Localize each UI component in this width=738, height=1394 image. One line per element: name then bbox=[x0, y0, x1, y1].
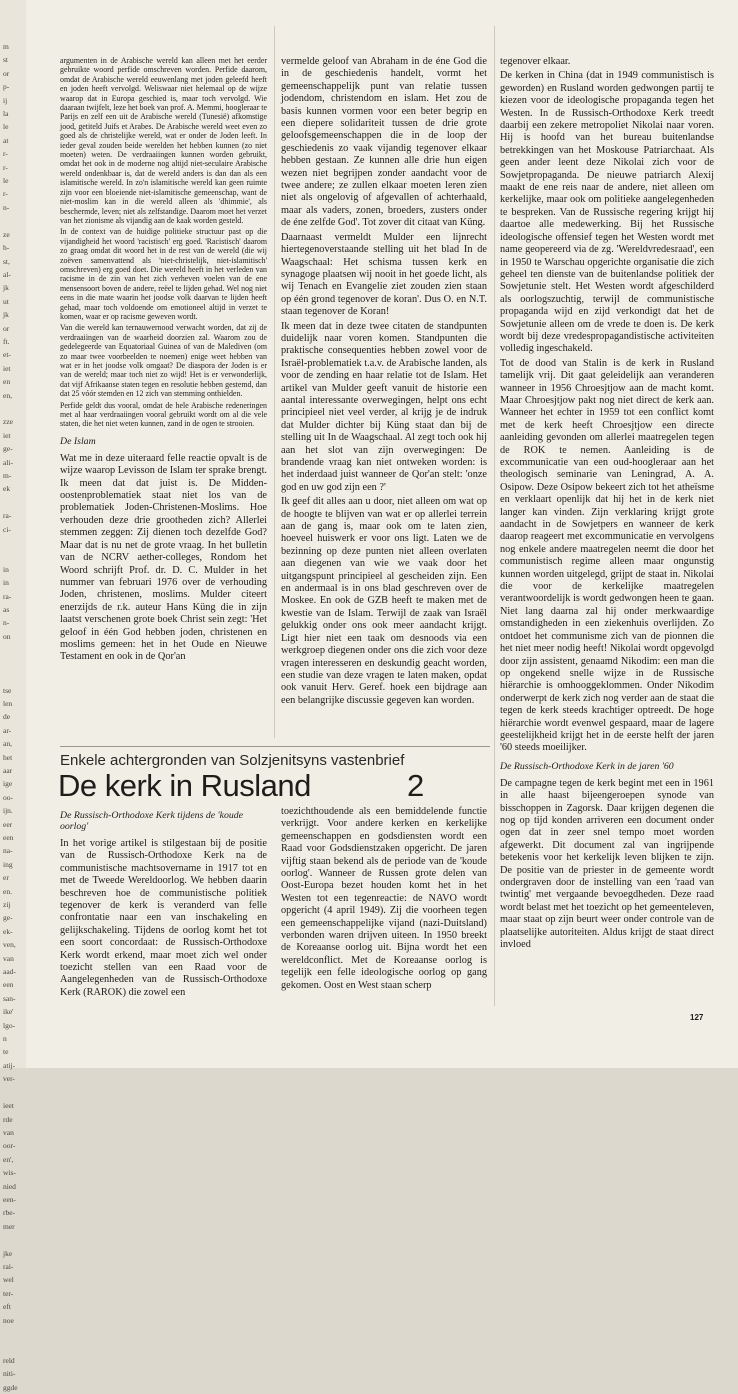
article-column-1-bottom bbox=[60, 808, 267, 1008]
adjacent-page-text: m st or p- ij la le at r- r- le r- n- ze h- st, al- jk ut jk or ft. et- iet en en, zze iet ge- ali- m- ek ra- ci- in in ra- as n- on tse len de ar- an, het aar ige oo- ijn. eer een na- ing er en. zij ge- ek- ven, van aad- een san- ike' lgo- n te atij- ver- ieet rde van oor- en', wis- nied een- rbe- mer jke rai- wel ter- eft noe reld niti- ggde bbox=[3, 42, 18, 1392]
paragraph: vermelde geloof van Abraham in de éne God die in de geschiedenis handelt, vormt het gemeenschappelijk punt van relatie tussen jodendom, christendom en islam. Het zou de basis kunnen vormen voor een beter begrip en een diepere solidariteit tussen de drie grote geloofsgemeenschappen die in de loop der geschiedenis zo vaak vijandig tegenover elkaar hebben gestaan. Ze kunnen alle drie hun eigen wezen niet begrijpen zonder aandacht voor de twee andere; ze zullen elkaar moeten leren zien niet als ongelovig of afgevallen of achterhaald, maar als vaders, zonen, broeders, zusters onder de éne zelfde God'. Tot zover dit citaat van Küng. bbox=[281, 56, 487, 229]
section-subhead-koude-oorlog: De Russisch-Orthodoxe Kerk tijdens de 'koude oorlog' bbox=[60, 810, 244, 832]
paragraph: Perfide geldt dus vooral, omdat de hele Arabische redeneringen met al haar verdraaiingen vooral gebruikt wordt om al die vele staten, die het niet weten kunnen, zand in de ogen te strooien. bbox=[60, 400, 267, 429]
adjacent-page-edge bbox=[0, 0, 26, 1392]
paragraph: Ik geef dit alles aan u door, niet alleen om wat op de hoogte te blijven van wat er op allerlei terrein aan de gang is, maar ook om te laten zien, hoeveel huiswerk er voor ons ligt. Laten we de bezinning op deze punten niet alleen overlaten aan diegenen van wie we vaak door het uitgangspunt principieel al gescheiden zijn. Een en andermaal is in ons blad geschreven over de Moskee. En ook de GZB heeft te maken met de kwestie van de Islam. Terwijl de zaak van Israël gelukkig onder ons ook meer aandacht krijgt. Ligt hier niet een taak om desnoods via een werkgroep diegenen onder ons die zich voor deze vragen interesseren en deskundig geacht worden, een studie van deze vragen te laten maken, opdat ook vanuit Herv. Geref. hoek een bijdrage aan een belangrijke discussie gegeven kan worden. bbox=[281, 496, 487, 706]
paragraph: toezichthoudende als een bemiddelende functie verkrijgt. Voor andere kerken en kerkelijke gemeenschappen en godsdiensten wordt een Raad voor Godsdienstzaken opgericht. De jaren vijftig staan bekend als de periode van de 'koude oorlog'. Wanneer de Russen grote delen van Oost-Europa bezet houden komt het in het Westen tot een tegenreactie: de NAVO wordt opgericht (4 april 1949). Zij die voorheen tegen een gemeenschappelijke vijand (nazi-Duitsland) verbonden waren drijven uiteen. In 1950 breekt de Koreaanse oorlog uit. Bijna wordt het een wereldconflict. Met de Koreaanse oorlog is tegelijk een felle ideologische oorlog op gang gekomen. Oost en West staan scherp bbox=[281, 806, 487, 991]
section-subhead-jaren-60: De Russisch-Orthodoxe Kerk in de jaren '60 bbox=[500, 760, 674, 772]
paragraph: De kerken in China (dat in 1949 communistisch is geworden) en Rusland worden gedwongen partij te kiezen voor de ideologische propaganda tegen het Westen. In de Russisch-Orthodoxe Kerk treedt daarbij een zekere metropoliet Nikolai naar voren. Hij is hoofd van het bureau buitenlandse betrekkingen van het Moskouse Patriarchaat. Als geen ander leent deze Nikolai zich voor de Sowjetpropaganda. De nieuwe patriarch Alexij maakt de ene reis naar de andere, niet alleen om kerkelijke, maar ook om politieke aangelegenheden te bespreken. Van de Russische regering krijgt hij daartoe alle medewerking. Bij het Russische ideologische offensief tegen het Westen wordt met name geopereerd via de zg. 'Wereldvredesraad', een in 1950 te Warschau opgerichte organisatie die zich geheel ten dienste van de buitenlandse politiek der Sowjetunie stelt. Het Westen wordt afgeschilderd als oorlogszuchtig, terwijl de communistische propaganda wijd en zijd verkondigt dat het de Sowjetunie alleen om de vrede te doen is. De kerk wordt bij deze vredespropagandistische activiteiten volledig ingeschakeld. bbox=[500, 70, 714, 355]
section-subhead-islam: De Islam bbox=[60, 435, 96, 447]
article-column-3 bbox=[500, 56, 714, 1008]
paragraph: De campagne tegen de kerk begint met een in 1961 in alle haast bijeengeroepen synode van bisschoppen in Zagorsk. Daar krijgen degenen die nog op tijd konden arriveren een document onder ogen dat in zeer snel tempo moet worden afgewerkt. Dit document zal van ingrijpende betekenis voor het kerkelijk leven blijken te zijn. De positie van de priester in de gemeente wordt ondergraven door de instelling van een 'raad van twintig' met vergaande bevoegdheden. Deze raad wordt belast met het toezicht op het gemeenteleven, maar staat op zijn beurt weer onder controle van de plaatselijke autoriteiten. Aldus krijgt de staat direct invloed bbox=[500, 777, 714, 951]
article-column-1-top bbox=[60, 56, 267, 736]
paragraph: In de context van de huidige politieke structuur past op die vijandigheid het woord 'racistisch' erg goed. 'Racistisch' daarom zo graag omdat dit woord het in de rest van de wereld (die wij zoëven samenvattend als 'niet-christelijk, niet-islamitisch' omschreven) erg goed doet. Die wereld heeft in het verleden van racisme in de zin van het zich verheven voelen van de ene mensensoort boven de andere, reëel te lijden gehad. Wel nog niet eens in die mate waarin het joodse volk daarvan te lijden heeft gehad, maar toch voldoende om emotioneel altijd in verzet te komen, waar er op racisme geweven wordt. bbox=[60, 227, 267, 321]
headline-title: De kerk in Rusland bbox=[58, 768, 311, 803]
headline-kicker: Enkele achtergronden van Solzjenitsyns vastenbrief bbox=[60, 752, 405, 769]
article-column-2-top bbox=[281, 56, 487, 740]
paragraph: Ik meen dat in deze twee citaten de standpunten duidelijk naar voren komen. Standpunten die praktische consequenties hebben zowel voor de Israël-problematiek t.a.v. de Arabische landen, als voor de zending en haar relatie tot de Islam. Het artikel van Mulder geeft vanuit de historie een aantal interessante overwegingen, helpt ons echt principieel niet veel verder, al krijg je de indruk dat Mulder dichter bij Küng staat dan bij de stelling uit In de Waagschaal. Al zegt toch ook hij aan het slot van zijn overwegingen: De brandende vraag kan niet ontweken worden: is het inderdaad juist wanneer de Qor'an stelt: 'onze god en uw god zijn een ?' bbox=[281, 320, 487, 493]
paragraph: Tot de dood van Stalin is de kerk in Rusland tamelijk vrij. Dit gaat geleidelijk aan veranderen wanneer in 1956 Chroesjtjow aan de macht komt. Maar Chroesjtjow pakt nog niet direct de kerk aan. Wanneer het echter in 1959 tot een conflict komt met de kerk heeft Chroesjtjow een directe aanleiding gevonden om allerlei maatregelen tegen de ROK te nemen. Aanleiding is de excommunicatie van een oud-hoogleraar aan het theologisch seminarie van Leningrad, A. A. Osipow. Deze Osipow bekeert zich tot het atheïsme en verklaart openlijk dat hij het in de kerk niet langer kan vinden. Zijn verklaring krijgt grote aandacht in de Sowjetpers en wanneer de kerk daarop reageert met excommunicatie en vervolgens nog enkele andere maatregelen neemt die door het communistisch regime alleen maar ongunstig kunnen worden uitgelegd, grijpt de staat in. Nikolai die voor de kerkelijke maatregelen verantwoordelijk is wordt gedwongen heen te gaan. Niet lang daarna zal hij onder merkwaardige omstandigheden in een ziekenhuis overlijden. Zo ontdoet het communisme zich van de pionnen die het niet meer nodig heeft! Nikolai wordt opgevolgd door zijn assistent, genaamd Nikodim: een man die op ongekend snelle wijze in de Russische hiërarchie is omhooggeklommen. Onder Nikodim onderwerpt de kerk zich nog verder aan de staat die tegen de kerk steeds krachtiger optreedt. De hoge hiërarchie wordt evenwel gespaard, maar de lagere geestelijkheid krijgt het in de eerste helft der jaren '60 steeds moeilijker. bbox=[500, 357, 714, 754]
paragraph: Wat me in deze uiteraard felle reactie opvalt is de wijze waarop Levisson de Islam ter sprake brengt. Ik meen dat dat juist is. De Midden-oostenproblematiek staat niet los van de problematiek Joden-Christenen-Moslims. Hoe verhouden deze drie grootheden zich? Allerlei stemmen zeggen: Zij dienen toch dezelfde God? Maar dat is nu net de grote vraag. In het bulletin van de NCRV aether-colleges, Rondom het Woord schrijft Prof. dr. D. C. Mulder in het nummer van februari 1976 over de verhouding Joden, christenen, moslims. Mulder citeert enerzijds de r.k. auteur Hans Küng die in zijn laatst verschenen grote boek Christ sein zegt: 'Het geloof in één God hebben joden, christenen en moslims gemeen: het in het Oude en Nieuwe Testament en ook in de Qor'an bbox=[60, 452, 268, 663]
paragraph: In het vorige artikel is stilgestaan bij de positie van de Russisch-Orthodoxe Kerk na de communistische machtsovername in 1917 tot en met de Tweede Wereldoorlog. We hebben daarin beschreven hoe de communistische politiek tegenover de kerk is veranderd van felle confrontatie naar een van inschakeling en gelijkschakeling. Tijdens de oorlog komt het tot een soort concordaat: de Russisch-Orthodoxe Kerk wordt erkend, maar moet zich wel onder toezicht stellen van een Raad voor de Aangelegenheden van de Russisch-Orthodoxe Kerk (RAROK) die zowel een bbox=[60, 838, 267, 998]
page-number: 127 bbox=[690, 1013, 704, 1022]
article-column-2-bottom bbox=[281, 806, 487, 1008]
column-divider bbox=[274, 26, 275, 738]
paragraph: tegenover elkaar. bbox=[500, 56, 571, 67]
paragraph: argumenten in de Arabische wereld kan alleen met het eerder gebruikte woord perfide omschreven worden. Perfide daarom, omdat de Arabische wereld eeuwenlang met joden geleefd heeft en joden heeft vervolgd. Weliswaar niet helemaal op de wijze waarop dat in Europa geschied is, maar toch vervolgd. Wie daaraan twijfelt, leze het boek van prof. A. Memmi, hoogleraar te Parijs en zelf een uit de Arabische wereld (Tunesië) afkomstige jood, getiteld Juifs et Arabes. De Arabische wereld weet even zo goed als de christelijke wereld, wat er onder de Joden leeft. In ieder geval zouden beide werelden het hebben kunnen (zo niet moeten) weten. De verdraaiingen kunnen worden gebruikt, omdat het ook in de moderne nog altijd niet-seculaire Arabische wereld ondenkbaar is, dat de wereld anders is dan dan als een islamitische wereld. In zo'n islamitische wereld kan geen ruimte zijn voor een bloeiende niet-islamitische gemeenschap, want de niet-moslim kan in die wereld alleen als 'dhimmie', als beschermde, leven; niet als zelfstandige. Daarom moet het verzet van het zionisme als vijandig aan de kaak worden gesteld. bbox=[60, 56, 267, 225]
column-1-small-text bbox=[60, 56, 267, 429]
article-part-number: 2 bbox=[407, 768, 425, 803]
headline-rule bbox=[60, 746, 490, 747]
column-divider bbox=[494, 26, 495, 1006]
paragraph: Daarnaast vermeldt Mulder een lijnrecht hiertegenoverstaande stelling uit het blad In de Waagschaal: Het schisma tussen kerk en synagoge plaatsen wij nooit in het goede licht, als wij Tenach en Evangelie ziet zouden zien staan op één grond tegenover de koran'. Dus O. en N.T. staan tegenover de Koran! bbox=[281, 231, 487, 318]
paragraph: Van die wereld kan ternauwernood verwacht worden, dat zij de verdraaiingen van de waarheid doorzien zal. Waarom zou de gedelegeerde van Equatoriaal Guinea of van de Malediven (om zo maar twee voorbeelden te noemen) enige weet hebben van wat er in het joodse volk omgaat? De diaspora der Joden is er van de wereld; maar toch niet zo wijd! Het is er verwonderlijk, dat vijf Afrikaanse staten tegen en resolutie hebben gestemd, dan dat 25 vóór stemden en 12 zich van stemming onthielden. bbox=[60, 323, 267, 399]
